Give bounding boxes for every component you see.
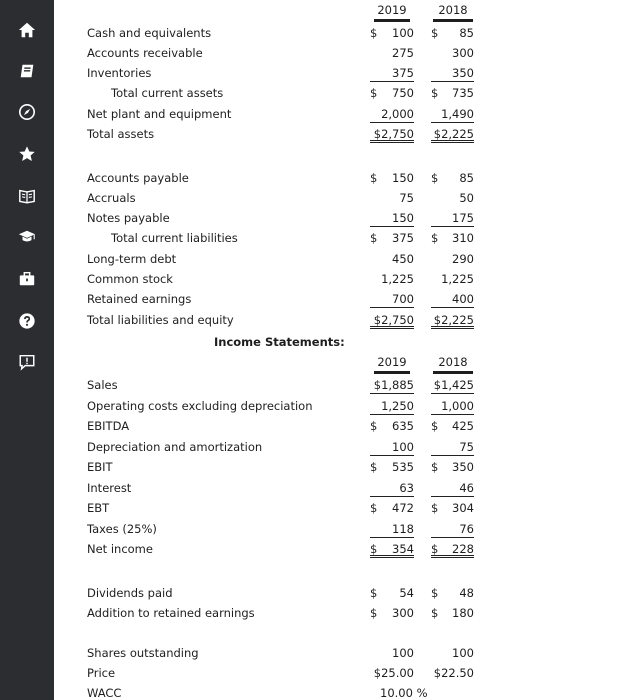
notebook-icon[interactable]: [17, 61, 37, 81]
row-label: Net plant and equipment: [87, 107, 232, 121]
table-row: [54, 664, 632, 682]
amount: 63: [399, 481, 414, 495]
briefcase-icon[interactable]: [17, 269, 37, 289]
amount: 118: [392, 522, 414, 536]
value-2018: [431, 26, 474, 42]
table-row: [54, 84, 632, 102]
value-2018: [431, 171, 474, 187]
year-header-2019: 2019: [374, 3, 410, 22]
table-row: [54, 376, 632, 394]
value-2019: [370, 272, 414, 288]
amount: 400: [452, 292, 474, 306]
row-label: Inventories: [87, 66, 152, 80]
wacc-label: WACC: [87, 686, 122, 700]
amount: 76: [459, 522, 474, 536]
amount: 100: [392, 26, 414, 40]
help-icon[interactable]: [17, 311, 37, 331]
amount: 100: [392, 440, 414, 454]
table-row: [54, 644, 632, 662]
amount: 1,490: [441, 107, 474, 121]
value-2019: [370, 46, 414, 62]
value-2018: [431, 46, 474, 62]
amount: $25.00: [373, 666, 414, 680]
table-row: [54, 270, 632, 288]
value-2019: [370, 522, 414, 538]
row-label: Accounts receivable: [87, 46, 203, 60]
table-row: [54, 397, 632, 415]
table-row: [54, 44, 632, 62]
table-row: [54, 540, 632, 558]
currency-symbol: $: [431, 606, 439, 620]
value-2018: [431, 127, 474, 143]
value-2019: [370, 211, 414, 227]
value-2019: [370, 378, 414, 394]
value-2019: [370, 606, 414, 622]
value-2019: [370, 481, 414, 497]
row-label: Addition to retained earnings: [87, 606, 255, 620]
amount: 50: [459, 191, 474, 205]
amount: 375: [392, 66, 414, 80]
value-2019: [370, 501, 414, 517]
amount: $2,750: [373, 127, 414, 141]
book-icon[interactable]: [17, 186, 37, 206]
row-label: Net income: [87, 542, 153, 556]
table-row: [54, 520, 632, 538]
value-2019: [370, 66, 414, 82]
amount: 750: [392, 86, 414, 100]
table-row: [54, 250, 632, 268]
amount: 150: [392, 211, 414, 225]
amount: 304: [452, 501, 474, 515]
value-2018: [431, 313, 474, 329]
table-row: [54, 24, 632, 42]
year-header-2018: 2018: [433, 3, 473, 22]
table-row: [54, 584, 632, 602]
value-2018: [431, 191, 474, 207]
value-2018: [431, 378, 474, 394]
value-2018: [431, 586, 474, 602]
value-2019: [370, 86, 414, 102]
amount: 300: [452, 46, 474, 60]
amount: 75: [399, 191, 414, 205]
amount: $1,425: [433, 378, 474, 392]
table-row: [54, 604, 632, 622]
feedback-icon[interactable]: [17, 352, 37, 372]
table-row: [54, 189, 632, 207]
amount: 350: [452, 66, 474, 80]
row-label: EBITDA: [87, 419, 130, 433]
row-label: Depreciation and amortization: [87, 440, 263, 454]
table-row: [54, 479, 632, 497]
home-icon[interactable]: [17, 20, 37, 40]
value-2019: [370, 399, 414, 415]
value-2018: [431, 606, 474, 622]
value-2019: [370, 586, 414, 602]
currency-symbol: $: [431, 586, 439, 600]
value-2019: [370, 646, 414, 662]
currency-symbol: $: [431, 460, 439, 474]
table-row: [54, 105, 632, 123]
currency-symbol: $: [370, 542, 378, 556]
amount: 354: [392, 542, 414, 556]
row-label: Cash and equivalents: [87, 26, 212, 40]
row-label: Total current assets: [111, 86, 224, 100]
currency-symbol: $: [431, 419, 439, 433]
row-label: Interest: [87, 481, 132, 495]
value-2019: [370, 542, 414, 558]
value-2018: [431, 252, 474, 268]
amount: 180: [452, 606, 474, 620]
value-2019: [370, 419, 414, 435]
amount: $2,225: [433, 127, 474, 141]
value-2018: [431, 272, 474, 288]
row-label: Accounts payable: [87, 171, 189, 185]
currency-symbol: $: [431, 542, 439, 556]
amount: 1,250: [381, 399, 414, 413]
value-2019: [370, 26, 414, 42]
value-2018: [431, 292, 474, 308]
table-row: [54, 311, 632, 329]
value-2018: [431, 419, 474, 435]
row-label: Taxes (25%): [87, 522, 157, 536]
amount: 300: [392, 606, 414, 620]
amount: 735: [452, 86, 474, 100]
income-year-header-2019: 2019: [374, 355, 410, 374]
table-row: [54, 64, 632, 82]
value-2019: [370, 191, 414, 207]
row-label: Accruals: [87, 191, 136, 205]
row-label: Shares outstanding: [87, 646, 199, 660]
amount: 150: [392, 171, 414, 185]
value-2019: [370, 107, 414, 123]
table-row: [54, 169, 632, 187]
value-2019: [370, 313, 414, 329]
currency-symbol: $: [370, 171, 378, 185]
value-2019: [370, 252, 414, 268]
amount: 635: [392, 419, 414, 433]
amount: 46: [459, 481, 474, 495]
amount: 85: [459, 26, 474, 40]
value-2018: [431, 86, 474, 102]
row-label: Total liabilities and equity: [87, 313, 234, 327]
row-label: Price: [87, 666, 116, 680]
table-row: [54, 290, 632, 308]
value-2019: [370, 460, 414, 476]
row-label: EBIT: [87, 460, 113, 474]
amount: 100: [392, 646, 414, 660]
value-2018: [431, 646, 474, 662]
amount: 75: [459, 440, 474, 454]
income-statement-title: Income Statements:: [214, 335, 345, 349]
amount: 48: [459, 586, 474, 600]
amount: 1,225: [441, 272, 474, 286]
amount: 700: [392, 292, 414, 306]
value-2018: [431, 501, 474, 517]
amount: 275: [392, 46, 414, 60]
amount: 175: [452, 211, 474, 225]
row-label: Retained earnings: [87, 292, 192, 306]
sidebar: [0, 0, 54, 700]
currency-symbol: $: [431, 501, 439, 515]
value-2018: [431, 666, 474, 682]
value-2018: [431, 522, 474, 538]
amount: 2,000: [381, 107, 414, 121]
table-row: [54, 417, 632, 435]
amount: 535: [392, 460, 414, 474]
wacc-row: [54, 684, 632, 700]
amount: 375: [392, 231, 414, 245]
value-2019: [370, 440, 414, 456]
row-label: EBT: [87, 501, 110, 515]
row-label: Notes payable: [87, 211, 170, 225]
currency-symbol: $: [431, 171, 439, 185]
value-2018: [431, 542, 474, 558]
value-2018: [431, 107, 474, 123]
amount: 290: [452, 252, 474, 266]
amount: $1,885: [373, 378, 414, 392]
currency-symbol: $: [370, 86, 378, 100]
currency-symbol: $: [370, 606, 378, 620]
row-label: Total assets: [87, 127, 155, 141]
row-label: Dividends paid: [87, 586, 173, 600]
row-label: Total current liabilities: [111, 231, 238, 245]
amount: 1,225: [381, 272, 414, 286]
value-2019: [370, 171, 414, 187]
table-row: [54, 209, 632, 227]
amount: 100: [452, 646, 474, 660]
currency-symbol: $: [370, 419, 378, 433]
amount: 1,000: [441, 399, 474, 413]
value-2018: [431, 211, 474, 227]
currency-symbol: $: [370, 231, 378, 245]
currency-symbol: $: [370, 586, 378, 600]
value-2019: [370, 231, 414, 247]
value-2018: [431, 460, 474, 476]
amount: 54: [399, 586, 414, 600]
amount: $2,750: [373, 313, 414, 327]
row-label: Common stock: [87, 272, 173, 286]
currency-symbol: $: [370, 26, 378, 40]
compass-icon[interactable]: [17, 102, 37, 122]
amount: 425: [452, 419, 474, 433]
wacc-value: 10.00 %: [380, 686, 428, 700]
value-2018: [431, 66, 474, 82]
table-row: [54, 125, 632, 143]
star-icon[interactable]: [17, 144, 37, 164]
amount: 228: [452, 542, 474, 556]
graduation-cap-icon[interactable]: [17, 227, 37, 247]
amount: 85: [459, 171, 474, 185]
amount: $22.50: [433, 666, 474, 680]
value-2018: [431, 399, 474, 415]
table-row: [54, 229, 632, 247]
financial-statements: [54, 0, 632, 700]
table-row: [54, 499, 632, 517]
currency-symbol: $: [431, 26, 439, 40]
currency-symbol: $: [370, 460, 378, 474]
row-label: Operating costs excluding depreciation: [87, 399, 313, 413]
row-label: Sales: [87, 378, 118, 392]
table-row: [54, 458, 632, 476]
currency-symbol: $: [370, 501, 378, 515]
amount: $2,225: [433, 313, 474, 327]
value-2019: [370, 292, 414, 308]
income-year-header-2018: 2018: [433, 355, 473, 374]
amount: 350: [452, 460, 474, 474]
row-label: Long-term debt: [87, 252, 177, 266]
value-2019: [370, 666, 414, 682]
value-2018: [431, 440, 474, 456]
amount: 472: [392, 501, 414, 515]
currency-symbol: $: [431, 86, 439, 100]
currency-symbol: $: [431, 231, 439, 245]
value-2019: [370, 127, 414, 143]
table-row: [54, 438, 632, 456]
amount: 310: [452, 231, 474, 245]
value-2018: [431, 231, 474, 247]
amount: 450: [392, 252, 414, 266]
value-2018: [431, 481, 474, 497]
